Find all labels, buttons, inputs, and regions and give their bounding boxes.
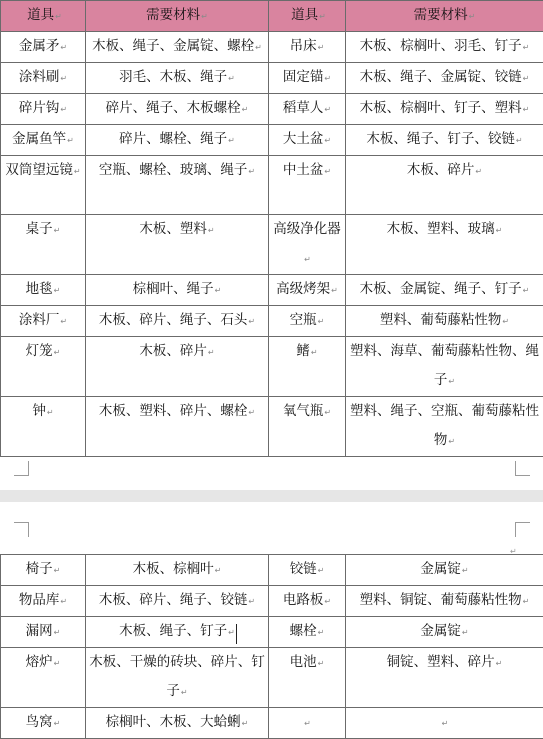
item-cell[interactable]: 铰链↵ — [269, 555, 346, 586]
materials-cell[interactable]: 木板、棕榈叶↵ — [86, 555, 269, 586]
materials-cell[interactable]: 木板、绳子、金属锭、铰链↵ — [346, 63, 543, 94]
item-cell[interactable]: 地毯↵ — [1, 275, 86, 306]
item-cell[interactable]: 金属鱼竿↵ — [1, 125, 86, 156]
item-cell[interactable]: 涂料刷↵ — [1, 63, 86, 94]
item-cell[interactable]: 空瓶↵ — [269, 306, 346, 337]
page-break-gap — [0, 490, 543, 502]
item-cell[interactable]: 稻草人↵ — [269, 94, 346, 125]
item-cell[interactable]: 灯笼↵ — [1, 337, 86, 397]
item-cell[interactable]: 碎片钩↵ — [1, 94, 86, 125]
item-cell[interactable]: 螺栓↵ — [269, 617, 346, 648]
materials-cell[interactable]: 金属锭↵ — [346, 555, 543, 586]
item-cell[interactable]: 双筒望远镜↵ — [1, 156, 86, 215]
item-cell[interactable]: 固定锚↵ — [269, 63, 346, 94]
table-row — [1, 617, 543, 648]
materials-table-page-2 — [0, 554, 543, 739]
materials-cell[interactable]: 塑料、铜锭、葡萄藤粘性物↵ — [346, 586, 543, 617]
materials-cell[interactable]: 木板、碎片↵ — [86, 337, 269, 397]
header-cell-materials[interactable]: 需要材料↵ — [86, 1, 269, 32]
page-margin-corner-mark — [515, 461, 530, 476]
materials-cell[interactable]: 铜锭、塑料、碎片↵ — [346, 648, 543, 708]
item-cell[interactable]: 中土盆↵ — [269, 156, 346, 215]
table-row — [1, 94, 543, 125]
table-row — [1, 708, 543, 739]
materials-cell[interactable]: 木板、碎片↵ — [346, 156, 543, 215]
item-cell[interactable]: ↵ — [269, 708, 346, 739]
materials-cell[interactable]: 塑料、葡萄藤粘性物↵ — [346, 306, 543, 337]
materials-cell[interactable]: ↵ — [346, 708, 543, 739]
item-cell[interactable]: 高级烤架↵ — [269, 275, 346, 306]
table-row — [1, 586, 543, 617]
item-cell[interactable]: 氧气瓶↵ — [269, 397, 346, 457]
materials-cell[interactable]: 木板、棕榈叶、钉子、塑料↵ — [346, 94, 543, 125]
header-cell-item[interactable]: 道具↵ — [1, 1, 86, 32]
item-cell[interactable]: 鸟窝↵ — [1, 708, 86, 739]
text-cursor — [236, 624, 237, 644]
item-cell[interactable]: 吊床↵ — [269, 32, 346, 63]
materials-cell[interactable]: 空瓶、螺栓、玻璃、绳子↵ — [86, 156, 269, 215]
item-cell[interactable]: 涂料厂↵ — [1, 306, 86, 337]
materials-cell[interactable]: 木板、碎片、绳子、石头↵ — [86, 306, 269, 337]
table-row — [1, 397, 543, 457]
materials-cell[interactable]: 木板、塑料、玻璃↵ — [346, 215, 543, 275]
page-margin-corner-mark — [14, 461, 29, 476]
header-cell-item[interactable]: 道具↵ — [269, 1, 346, 32]
item-cell[interactable]: 熔炉↵ — [1, 648, 86, 708]
item-cell[interactable]: 钟↵ — [1, 397, 86, 457]
materials-cell[interactable]: 棕榈叶、木板、大蛤蜊↵ — [86, 708, 269, 739]
materials-cell[interactable]: 木板、绳子、金属锭、螺栓↵ — [86, 32, 269, 63]
table-row — [1, 215, 543, 275]
item-cell[interactable]: 物品库↵ — [1, 586, 86, 617]
materials-cell[interactable]: 木板、金属锭、绳子、钉子↵ — [346, 275, 543, 306]
item-cell[interactable]: 鳍↵ — [269, 337, 346, 397]
materials-cell[interactable]: 木板、塑料↵ — [86, 215, 269, 275]
table-row — [1, 306, 543, 337]
materials-cell[interactable]: 木板、碎片、绳子、铰链↵ — [86, 586, 269, 617]
page-margin-corner-mark — [515, 522, 530, 537]
materials-cell[interactable]: 棕榈叶、绳子↵ — [86, 275, 269, 306]
materials-cell[interactable]: 木板、干燥的砖块、碎片、钉子↵ — [86, 648, 269, 708]
item-cell[interactable]: 电池↵ — [269, 648, 346, 708]
item-cell[interactable]: 漏网↵ — [1, 617, 86, 648]
materials-cell[interactable]: 碎片、螺栓、绳子↵ — [86, 125, 269, 156]
item-cell[interactable]: 大土盆↵ — [269, 125, 346, 156]
table-row — [1, 648, 543, 708]
materials-cell[interactable]: 碎片、绳子、木板螺栓↵ — [86, 94, 269, 125]
materials-cell[interactable]: 木板、绳子、钉子、铰链↵ — [346, 125, 543, 156]
table-row — [1, 337, 543, 397]
materials-cell[interactable]: 塑料、海草、葡萄藤粘性物、绳子↵ — [346, 337, 543, 397]
header-cell-materials[interactable]: 需要材料↵ — [346, 1, 543, 32]
materials-cell[interactable]: 木板、棕榈叶、羽毛、钉子↵ — [346, 32, 543, 63]
item-cell[interactable]: 高级净化器↵ — [269, 215, 346, 275]
materials-cell[interactable]: 木板、绳子、钉子↵ — [86, 617, 269, 648]
materials-cell[interactable]: 木板、塑料、碎片、螺栓↵ — [86, 397, 269, 457]
materials-cell[interactable]: 金属锭↵ — [346, 617, 543, 648]
table-row — [1, 275, 543, 306]
item-cell[interactable]: 椅子↵ — [1, 555, 86, 586]
page-margin-corner-mark — [14, 522, 29, 537]
table-header-row — [1, 1, 543, 32]
table-row — [1, 125, 543, 156]
item-cell[interactable]: 金属矛↵ — [1, 32, 86, 63]
table-row — [1, 555, 543, 586]
table-row — [1, 156, 543, 215]
materials-cell[interactable]: 塑料、绳子、空瓶、葡萄藤粘性物↵ — [346, 397, 543, 457]
materials-cell[interactable]: 羽毛、木板、绳子↵ — [86, 63, 269, 94]
table-row — [1, 32, 543, 63]
item-cell[interactable]: 电路板↵ — [269, 586, 346, 617]
item-cell[interactable]: 桌子↵ — [1, 215, 86, 275]
table-row — [1, 63, 543, 94]
paragraph-mark-icon: ↵ — [510, 547, 517, 556]
